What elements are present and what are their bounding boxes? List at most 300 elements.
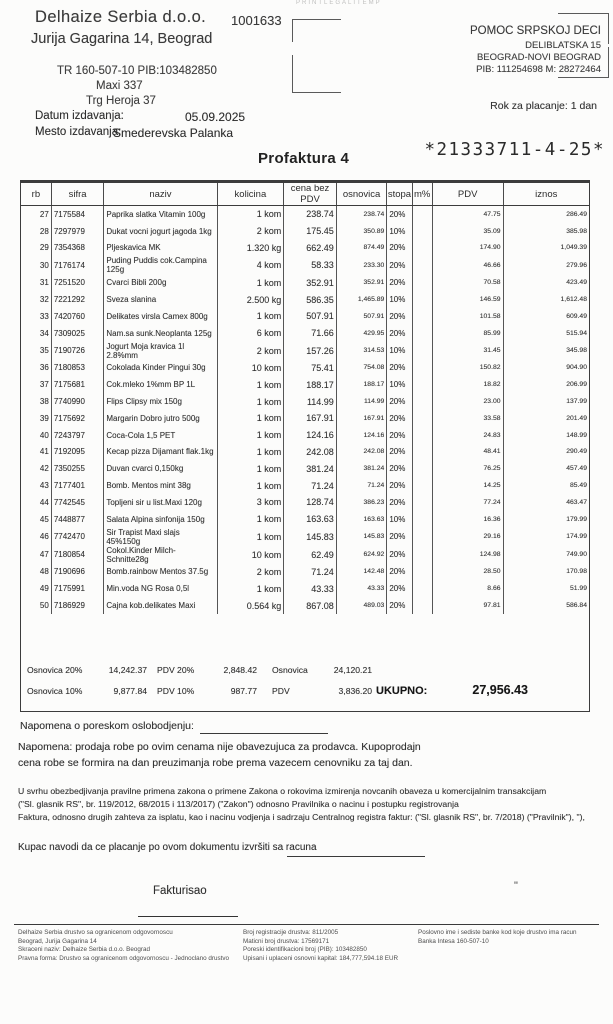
cell-rb: 30 bbox=[21, 256, 51, 274]
page-title: Profaktura 4 bbox=[258, 150, 350, 167]
grand-total-label: UKUPNO: bbox=[376, 685, 428, 697]
cell-kolicina: 10 kom bbox=[217, 360, 284, 377]
cell-rb: 36 bbox=[21, 360, 51, 377]
cell-kolicina: 1 kom bbox=[217, 410, 284, 427]
cell-rb: 44 bbox=[21, 494, 51, 511]
cell-osnovica: 43.33 bbox=[336, 580, 387, 597]
cell-kolicina: 1 kom bbox=[217, 460, 284, 477]
cell-stopa: 10% bbox=[387, 223, 412, 240]
osnovica20-value: 14,242.37 bbox=[108, 665, 147, 675]
company-name: Delhaize Serbia d.o.o. bbox=[35, 8, 207, 26]
cell-osnovica: 124.16 bbox=[336, 427, 387, 444]
cell-m bbox=[412, 393, 432, 410]
cell-stopa: 20% bbox=[387, 308, 412, 325]
cell-m bbox=[412, 580, 432, 597]
cell-sifra: 7309025 bbox=[51, 325, 104, 342]
store-name: Maxi 337 bbox=[96, 80, 143, 92]
cell-rb: 46 bbox=[21, 528, 51, 546]
invoiced-by-label: Fakturisao bbox=[153, 885, 207, 897]
cell-pdv: 28.50 bbox=[432, 564, 503, 581]
cell-sifra: 7175584 bbox=[51, 206, 104, 223]
cell-m bbox=[412, 546, 432, 564]
cell-osnovica: 167.91 bbox=[336, 410, 387, 427]
cell-pdv: 48.41 bbox=[432, 444, 503, 461]
cell-sifra: 7175991 bbox=[51, 580, 104, 597]
invoiced-by-signature-line bbox=[138, 916, 238, 917]
cell-cena: 58.33 bbox=[284, 256, 337, 274]
cell-sifra: 7251520 bbox=[51, 274, 104, 291]
osnovica-total-label: Osnovica bbox=[272, 665, 308, 675]
cell-stopa: 20% bbox=[387, 274, 412, 291]
cell-kolicina: 2.500 kg bbox=[217, 291, 284, 308]
cell-stopa: 10% bbox=[387, 291, 412, 308]
cell-stopa: 20% bbox=[387, 564, 412, 581]
table-row bbox=[21, 376, 589, 393]
cell-m bbox=[412, 376, 432, 393]
cell-kolicina: 1 kom bbox=[217, 376, 284, 393]
cell-cena: 662.49 bbox=[284, 240, 337, 257]
cell-osnovica: 754.08 bbox=[336, 360, 387, 377]
cell-stopa: 20% bbox=[387, 460, 412, 477]
cell-sifra: 7175692 bbox=[51, 410, 104, 427]
cell-rb: 34 bbox=[21, 325, 51, 342]
cell-cena: 163.63 bbox=[284, 511, 337, 528]
cell-stopa: 20% bbox=[387, 206, 412, 223]
cell-stopa: 10% bbox=[387, 376, 412, 393]
table-row bbox=[21, 256, 589, 274]
cell-naziv: Paprika slatka Vitamin 100g bbox=[104, 206, 217, 223]
cell-osnovica: 242.08 bbox=[336, 444, 387, 461]
recipient-pib: PIB: 111254698 M: 28272464 bbox=[476, 64, 601, 75]
cell-osnovica: 114.99 bbox=[336, 393, 387, 410]
cell-sifra: 7740990 bbox=[51, 393, 104, 410]
cell-m bbox=[412, 477, 432, 494]
cell-rb: 29 bbox=[21, 240, 51, 257]
cell-pdv: 124.98 bbox=[432, 546, 503, 564]
table-row bbox=[21, 360, 589, 377]
footer-column-bank bbox=[418, 929, 577, 946]
cell-iznos: 148.99 bbox=[566, 431, 587, 439]
cell-rb: 27 bbox=[21, 206, 51, 223]
cell-naziv: Cvarci Bibli 200g bbox=[104, 274, 217, 291]
cell-iznos: 515.94 bbox=[566, 329, 587, 337]
cell-m bbox=[412, 460, 432, 477]
recipient-name: POMOC SRPSKOJ DECI bbox=[470, 25, 601, 37]
cell-iznos: 170.98 bbox=[566, 568, 587, 576]
cell-stopa: 20% bbox=[387, 410, 412, 427]
issue-date-value: 05.09.2025 bbox=[185, 110, 246, 124]
cell-pdv: 146.59 bbox=[432, 291, 503, 308]
cell-stopa: 20% bbox=[387, 580, 412, 597]
osnovica-total-value: 24,120.21 bbox=[333, 665, 372, 675]
cell-kolicina: 1 kom bbox=[217, 274, 284, 291]
table-row bbox=[21, 444, 589, 461]
table-row bbox=[21, 460, 589, 477]
cell-rb: 33 bbox=[21, 308, 51, 325]
cell-cena: 586.35 bbox=[284, 291, 337, 308]
cell-pdv: 24.83 bbox=[432, 427, 503, 444]
cell-kolicina: 1 kom bbox=[217, 427, 284, 444]
cell-rb: 43 bbox=[21, 477, 51, 494]
payment-account-statement: Kupac navodi da ce placanje po ovom dokumentu izvršiti sa racuna bbox=[18, 842, 317, 853]
cell-kolicina: 2 kom bbox=[217, 342, 284, 360]
cell-cena: 62.49 bbox=[284, 546, 337, 564]
cell-naziv: Sveza slanina bbox=[104, 291, 217, 308]
cell-osnovica: 381.24 bbox=[336, 460, 387, 477]
cell-rb: 31 bbox=[21, 274, 51, 291]
cell-cena: 128.74 bbox=[284, 494, 337, 511]
table-row bbox=[21, 291, 589, 308]
table-row bbox=[21, 511, 589, 528]
cell-rb: 48 bbox=[21, 564, 51, 581]
cell-m bbox=[412, 528, 432, 546]
cell-iznos: 1,612.48 bbox=[560, 296, 587, 304]
cell-naziv: Pljeskavica MK bbox=[104, 240, 217, 257]
cell-cena: 167.91 bbox=[284, 410, 337, 427]
company-address: Jurija Gagarina 14, Beograd bbox=[31, 31, 213, 47]
cell-iznos: 51.99 bbox=[569, 585, 587, 593]
cell-pdv: 97.81 bbox=[432, 597, 503, 614]
cell-rb: 37 bbox=[21, 376, 51, 393]
table-header-row bbox=[21, 183, 589, 206]
table-row bbox=[21, 410, 589, 427]
legal-text-line-3: Faktura, odnosno drugih zahteva za isplatu, kao i nacinu vodjenja i sadrzaju Centralnog registra faktur: ("Sl. glasnik RS", br. 7/2018) ("Pravilnik"), "), bbox=[18, 812, 585, 822]
pdv-total-value: 3,836.20 bbox=[338, 686, 372, 696]
cell-m bbox=[412, 564, 432, 581]
cell-iznos: 286.49 bbox=[566, 210, 587, 218]
table-row bbox=[21, 206, 589, 223]
cell-kolicina: 1 kom bbox=[217, 580, 284, 597]
cell-rb: 49 bbox=[21, 580, 51, 597]
totals-row-1 bbox=[21, 665, 589, 683]
cell-kolicina: 3 kom bbox=[217, 494, 284, 511]
cell-cena: 71.66 bbox=[284, 325, 337, 342]
cell-osnovica: 350.89 bbox=[336, 223, 387, 240]
cell-osnovica: 352.91 bbox=[336, 274, 387, 291]
footer-line: Banka Intesa 160-507-10 bbox=[418, 937, 489, 945]
column-header-iznos: iznos bbox=[503, 183, 589, 206]
cell-pdv: 76.25 bbox=[432, 460, 503, 477]
cell-kolicina: 2 kom bbox=[217, 223, 284, 240]
cell-sifra: 7180853 bbox=[51, 360, 104, 377]
cell-stopa: 20% bbox=[387, 546, 412, 564]
pdv20-label: PDV 20% bbox=[157, 665, 195, 675]
cell-osnovica: 71.24 bbox=[336, 477, 387, 494]
cell-kolicina: 10 kom bbox=[217, 546, 284, 564]
cell-iznos: 201.49 bbox=[566, 414, 587, 422]
cell-kolicina: 1 kom bbox=[217, 308, 284, 325]
stray-quote-mark: " bbox=[514, 880, 518, 892]
cell-naziv: Salata Alpina sinfonija 150g bbox=[104, 511, 217, 528]
cell-osnovica: 163.63 bbox=[336, 511, 387, 528]
column-header-naziv: naziv bbox=[104, 183, 217, 206]
table-row bbox=[21, 580, 589, 597]
legal-text-line-2: ("Sl. glasnik RS", br. 119/2012, 68/2015 i 113/2017) ("Zakon") odnosno Pravilnika o nacinu i postupku registrovanja bbox=[18, 799, 459, 809]
store-address: Trg Heroja 37 bbox=[86, 95, 156, 107]
cell-iznos: 290.49 bbox=[566, 448, 587, 456]
table-row bbox=[21, 494, 589, 511]
cell-sifra: 7180854 bbox=[51, 546, 104, 564]
cell-m bbox=[412, 597, 432, 614]
cell-pdv: 8.66 bbox=[432, 580, 503, 597]
cell-sifra: 7176174 bbox=[51, 256, 104, 274]
cell-iznos: 423.49 bbox=[566, 279, 587, 287]
cell-naziv: Flips Clipsy mix 150g bbox=[104, 393, 217, 410]
cell-cena: 157.26 bbox=[284, 342, 337, 360]
payment-term: Rok za placanje: 1 dan bbox=[490, 100, 597, 112]
price-note-line-1: Napomena: prodaja robe po ovim cenama nije obavezujuca za prodavca. Kupoprodajn bbox=[18, 741, 421, 753]
tax-exemption-note-label: Napomena o poreskom oslobodjenju: bbox=[20, 720, 194, 732]
footer-line: Pravna forma: Drustvo sa ogranicenom odgovornoscu - Jednoclano drustvo bbox=[18, 954, 230, 962]
pdv-total-label: PDV bbox=[272, 686, 290, 696]
table-body bbox=[21, 206, 589, 614]
table-row bbox=[21, 240, 589, 257]
cell-naziv: Cajna kob.delikates Maxi bbox=[104, 597, 217, 614]
cell-m bbox=[412, 274, 432, 291]
cell-m bbox=[412, 223, 432, 240]
cell-cena: 124.16 bbox=[284, 427, 337, 444]
cell-iznos: 85.49 bbox=[569, 482, 587, 490]
cell-m bbox=[412, 427, 432, 444]
cell-rb: 50 bbox=[21, 597, 51, 614]
cell-osnovica: 507.91 bbox=[336, 308, 387, 325]
cell-naziv: Nam.sa sunk.Neoplanta 125g bbox=[104, 325, 217, 342]
cell-naziv: Min.voda NG Rosa 0,5l bbox=[104, 580, 217, 597]
cell-rb: 39 bbox=[21, 410, 51, 427]
totals-row-2 bbox=[21, 683, 589, 701]
cell-osnovica: 233.30 bbox=[336, 256, 387, 274]
table-row bbox=[21, 597, 589, 614]
column-header-osnovica: osnovica bbox=[336, 183, 387, 206]
recipient-city: BEOGRAD-NOVI BEOGRAD bbox=[476, 52, 601, 63]
cell-osnovica: 1,465.89 bbox=[336, 291, 387, 308]
cell-naziv: Sir Trapist Maxi slajs 45%150g bbox=[104, 528, 217, 546]
footer-column-company bbox=[18, 929, 229, 963]
price-note-line-2: cena robe se formira na dan preuzimanja robe prema vazecem cenovniku za taj dan. bbox=[18, 757, 413, 769]
cell-iznos: 463.47 bbox=[566, 498, 587, 506]
cell-naziv: Margarin Dobro jutro 500g bbox=[104, 410, 217, 427]
cell-m bbox=[412, 256, 432, 274]
cell-pdv: 150.82 bbox=[432, 360, 503, 377]
cell-cena: 188.17 bbox=[284, 376, 337, 393]
cell-kolicina: 2 kom bbox=[217, 564, 284, 581]
cell-m bbox=[412, 308, 432, 325]
address-window-corner-top-left bbox=[292, 19, 341, 42]
cell-naziv: Puding Puddis cok.Campina 125g bbox=[104, 256, 217, 274]
table-row bbox=[21, 308, 589, 325]
cell-naziv: Jogurt Moja kravica 1l 2.8%mm bbox=[104, 342, 217, 360]
cell-rb: 45 bbox=[21, 511, 51, 528]
cell-osnovica: 624.92 bbox=[336, 546, 387, 564]
cell-sifra: 7192095 bbox=[51, 444, 104, 461]
cell-sifra: 7186929 bbox=[51, 597, 104, 614]
cell-m bbox=[412, 206, 432, 223]
cell-naziv: Bomb. Mentos mint 38g bbox=[104, 477, 217, 494]
cell-stopa: 20% bbox=[387, 444, 412, 461]
cell-m bbox=[412, 511, 432, 528]
table-row bbox=[21, 427, 589, 444]
table-row bbox=[21, 393, 589, 410]
cell-pdv: 35.09 bbox=[432, 223, 503, 240]
cell-pdv: 14.25 bbox=[432, 477, 503, 494]
cell-sifra: 7420760 bbox=[51, 308, 104, 325]
cell-stopa: 20% bbox=[387, 360, 412, 377]
cell-pdv: 174.90 bbox=[432, 240, 503, 257]
footer-line: Poreski identifikacioni broj (PIB): 103482850 bbox=[243, 946, 367, 954]
cell-stopa: 10% bbox=[387, 511, 412, 528]
cell-iznos: 179.99 bbox=[566, 515, 587, 523]
cell-sifra: 7190696 bbox=[51, 564, 104, 581]
cell-pdv: 16.36 bbox=[432, 511, 503, 528]
cell-kolicina: 1 kom bbox=[217, 393, 284, 410]
cell-m bbox=[412, 494, 432, 511]
column-header-stopa: stopa bbox=[387, 183, 412, 206]
cell-iznos: 457.49 bbox=[566, 465, 587, 473]
document-number: 1001633 bbox=[231, 13, 282, 28]
cell-cena: 507.91 bbox=[284, 308, 337, 325]
cell-sifra: 7448877 bbox=[51, 511, 104, 528]
totals-section bbox=[21, 665, 589, 701]
cell-rb: 47 bbox=[21, 546, 51, 564]
footer-column-registration bbox=[243, 929, 398, 963]
cell-naziv: Bomb.rainbow Mentos 37.5g bbox=[104, 564, 217, 581]
cell-rb: 42 bbox=[21, 460, 51, 477]
pdv10-value: 987.77 bbox=[230, 686, 257, 696]
cell-sifra: 7243797 bbox=[51, 427, 104, 444]
cell-stopa: 20% bbox=[387, 427, 412, 444]
items-table-box bbox=[20, 180, 590, 712]
cell-pdv: 85.99 bbox=[432, 325, 503, 342]
footer-line: Beograd, Jurija Gagarina 14 bbox=[18, 937, 97, 945]
cell-kolicina: 0.564 kg bbox=[217, 597, 284, 614]
cell-sifra: 7350255 bbox=[51, 460, 104, 477]
cell-pdv: 70.58 bbox=[432, 274, 503, 291]
footer-divider bbox=[14, 924, 599, 925]
cell-m bbox=[412, 325, 432, 342]
tax-exemption-blank-line bbox=[200, 733, 328, 734]
column-header-m: m% bbox=[412, 183, 432, 206]
cell-osnovica: 386.23 bbox=[336, 494, 387, 511]
cell-sifra: 7175681 bbox=[51, 376, 104, 393]
table-row bbox=[21, 342, 589, 360]
cell-iznos: 279.96 bbox=[566, 261, 587, 269]
footer-line: Poslovno ime i sediste banke kod koje drustvo ima racun bbox=[418, 929, 577, 936]
cell-stopa: 20% bbox=[387, 240, 412, 257]
legal-text-line-1: U svrhu obezbedjivanja pravilne primena zakona o primene Zakona o rokovima izmirenja novcanih obaveza u komercijalnim transakcijam bbox=[18, 786, 547, 796]
cell-stopa: 20% bbox=[387, 597, 412, 614]
cell-osnovica: 142.48 bbox=[336, 564, 387, 581]
cell-sifra: 7354368 bbox=[51, 240, 104, 257]
cell-iznos: 345.98 bbox=[566, 347, 587, 355]
osnovica20-label: Osnovica 20% bbox=[27, 665, 83, 675]
cell-naziv: Cokolada Kinder Pingui 30g bbox=[104, 360, 217, 377]
table-row bbox=[21, 274, 589, 291]
cell-naziv: Duvan cvarci 0,150kg bbox=[104, 460, 217, 477]
cell-stopa: 10% bbox=[387, 342, 412, 360]
cell-stopa: 20% bbox=[387, 393, 412, 410]
cell-sifra: 7742470 bbox=[51, 528, 104, 546]
cell-pdv: 31.45 bbox=[432, 342, 503, 360]
column-header-rb: rb bbox=[21, 183, 51, 206]
cell-kolicina: 1 kom bbox=[217, 206, 284, 223]
cell-pdv: 77.24 bbox=[432, 494, 503, 511]
cell-rb: 35 bbox=[21, 342, 51, 360]
cell-naziv: Delikates virsla Camex 800g bbox=[104, 308, 217, 325]
cell-kolicina: 6 kom bbox=[217, 325, 284, 342]
cell-osnovica: 489.03 bbox=[336, 597, 387, 614]
cell-cena: 867.08 bbox=[284, 597, 337, 614]
cell-pdv: 23.00 bbox=[432, 393, 503, 410]
cell-kolicina: 1 kom bbox=[217, 444, 284, 461]
cell-iznos: 174.99 bbox=[566, 533, 587, 541]
cell-pdv: 33.58 bbox=[432, 410, 503, 427]
cell-naziv: Cok.mleko 1%mm BP 1L bbox=[104, 376, 217, 393]
cell-iznos: 385.98 bbox=[566, 227, 587, 235]
table-row bbox=[21, 528, 589, 546]
grand-total-value: 27,956.43 bbox=[472, 683, 528, 697]
column-header-cena: cena bez PDV bbox=[284, 183, 337, 206]
cell-iznos: 609.49 bbox=[566, 312, 587, 320]
cell-osnovica: 188.17 bbox=[336, 376, 387, 393]
cell-m bbox=[412, 444, 432, 461]
cell-stopa: 20% bbox=[387, 477, 412, 494]
cell-osnovica: 429.95 bbox=[336, 325, 387, 342]
footer-line: Skraceni naziv: Delhaize Serbia d.o.o. Beograd bbox=[18, 946, 150, 954]
cell-rb: 41 bbox=[21, 444, 51, 461]
cell-iznos: 137.99 bbox=[566, 398, 587, 406]
cell-sifra: 7742545 bbox=[51, 494, 104, 511]
cell-stopa: 20% bbox=[387, 325, 412, 342]
cell-rb: 32 bbox=[21, 291, 51, 308]
cell-iznos: 904.90 bbox=[566, 364, 587, 372]
payment-account-blank-line bbox=[287, 856, 425, 857]
cell-naziv: Cokol.Kinder Milch-Schnitte28g bbox=[104, 546, 217, 564]
cell-kolicina: 1 kom bbox=[217, 528, 284, 546]
cell-cena: 381.24 bbox=[284, 460, 337, 477]
cell-osnovica: 145.83 bbox=[336, 528, 387, 546]
cell-iznos: 586.84 bbox=[566, 602, 587, 610]
table-row bbox=[21, 564, 589, 581]
cell-cena: 242.08 bbox=[284, 444, 337, 461]
cell-rb: 38 bbox=[21, 393, 51, 410]
cell-iznos: 1,049.39 bbox=[560, 244, 587, 252]
issue-date-label: Datum izdavanja: bbox=[35, 110, 124, 122]
cell-kolicina: 1.320 kg bbox=[217, 240, 284, 257]
table-row bbox=[21, 223, 589, 240]
cell-kolicina: 1 kom bbox=[217, 511, 284, 528]
footer-line: Broj registracije drustva: 811/2005 bbox=[243, 929, 339, 936]
cell-cena: 43.33 bbox=[284, 580, 337, 597]
cell-rb: 40 bbox=[21, 427, 51, 444]
cell-pdv: 18.82 bbox=[432, 376, 503, 393]
cell-pdv: 29.16 bbox=[432, 528, 503, 546]
cell-cena: 238.74 bbox=[284, 206, 337, 223]
cell-kolicina: 1 kom bbox=[217, 477, 284, 494]
cell-cena: 352.91 bbox=[284, 274, 337, 291]
cell-kolicina: 4 kom bbox=[217, 256, 284, 274]
cell-naziv: Topljeni sir u list.Maxi 120g bbox=[104, 494, 217, 511]
table-row bbox=[21, 477, 589, 494]
faded-top-text: PRINTLEGALITEMP bbox=[296, 0, 382, 6]
cell-iznos: 749.90 bbox=[566, 551, 587, 559]
column-header-sifra: sifra bbox=[51, 183, 104, 206]
footer-line: Upisani i uplaceni osnovni kapital: 184,777,594.18 EUR bbox=[243, 954, 399, 962]
column-header-kolicina: kolicina bbox=[217, 183, 284, 206]
cell-cena: 175.45 bbox=[284, 223, 337, 240]
cell-naziv: Dukat vocni jogurt jagoda 1kg bbox=[104, 223, 217, 240]
issue-place-label: Mesto izdavanja: bbox=[35, 126, 122, 138]
cell-m bbox=[412, 360, 432, 377]
